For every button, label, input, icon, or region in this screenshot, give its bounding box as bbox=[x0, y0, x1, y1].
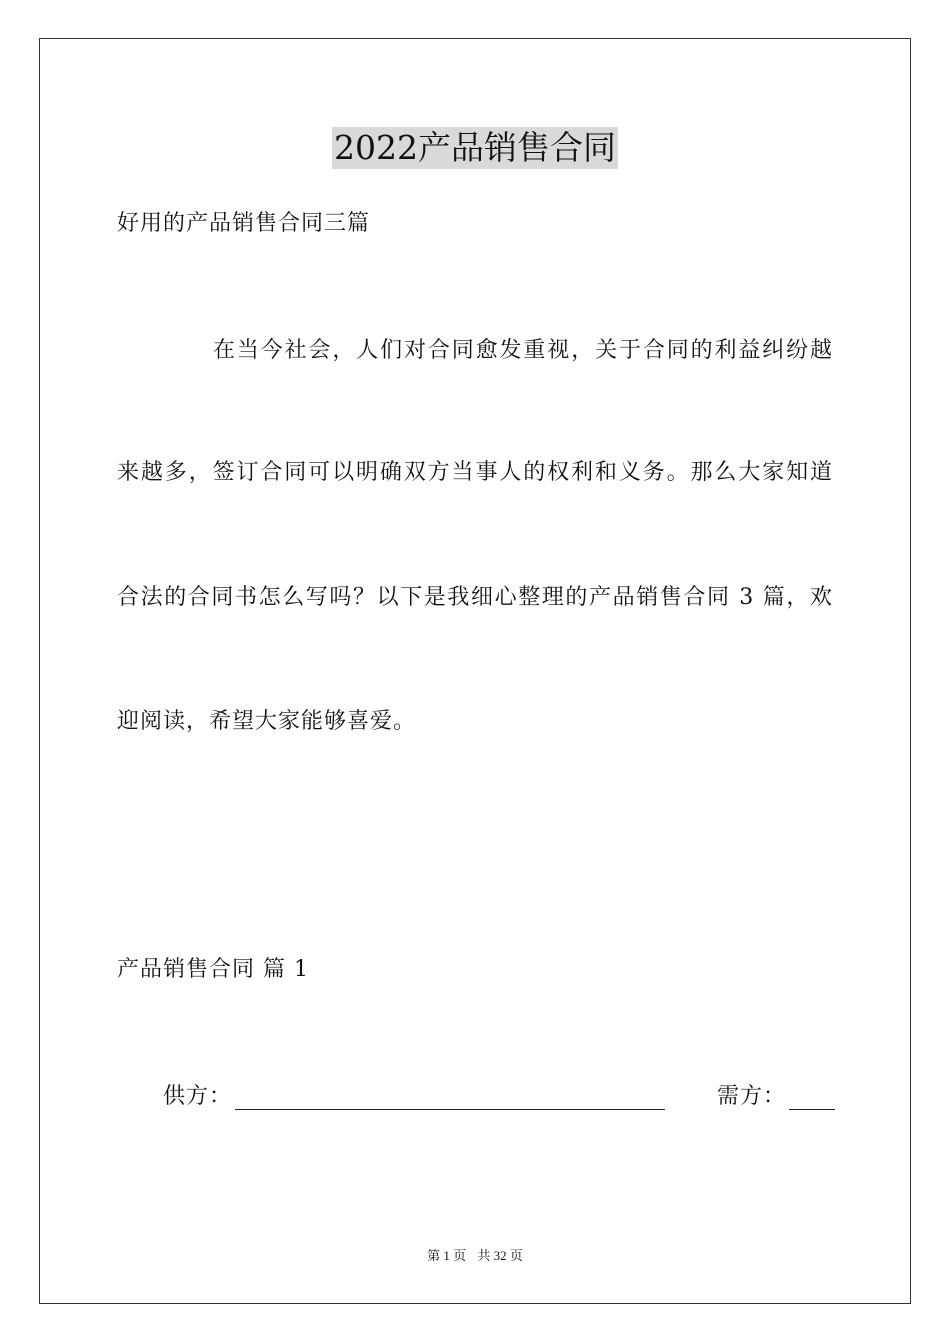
title-container bbox=[0, 127, 950, 169]
supplier-blank-line bbox=[235, 1109, 665, 1110]
buyer-blank-line bbox=[789, 1109, 835, 1110]
footer-page-current: 第 1 页 bbox=[427, 1248, 467, 1263]
buyer-label: 需方： bbox=[717, 1084, 787, 1109]
intro-line-4: 迎阅读，希望大家能够喜爱。 bbox=[117, 709, 417, 734]
footer-page-total: 共 32 页 bbox=[477, 1248, 523, 1263]
intro-line-2: 来越多，签订合同可以明确双方当事人的权利和义务。那么大家知道 bbox=[117, 460, 833, 485]
intro-line-3: 合法的合同书怎么写吗？以下是我细心整理的产品销售合同 3 篇，欢 bbox=[117, 585, 833, 610]
document-title: 2022产品销售合同 bbox=[334, 128, 616, 167]
section-heading: 产品销售合同 篇 1 bbox=[117, 957, 309, 982]
page-footer bbox=[0, 1247, 950, 1265]
document-subtitle: 好用的产品销售合同三篇 bbox=[117, 211, 371, 236]
supplier-label: 供方： bbox=[163, 1084, 233, 1109]
party-row bbox=[163, 1082, 835, 1112]
intro-line-1: 在当今社会，人们对合同愈发重视，关于合同的利益纠纷越 bbox=[213, 338, 833, 363]
